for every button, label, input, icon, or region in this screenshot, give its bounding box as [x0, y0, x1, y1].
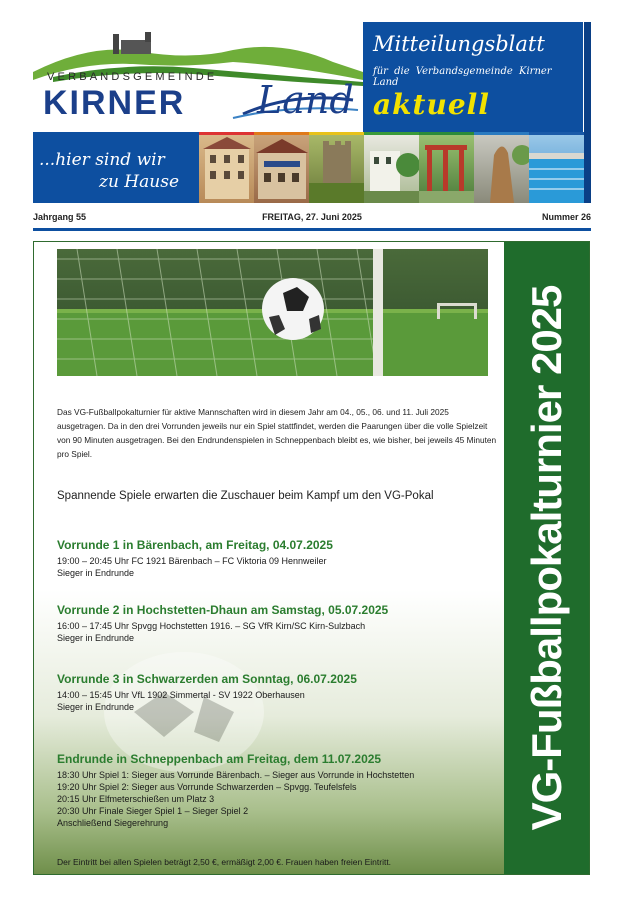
round-schedule: [57, 689, 497, 713]
round-line: 18:30 Uhr Spiel 1: Sieger aus Vorrunde Bärenbach. – Sieger aus Vorrunde in Hochstetten: [57, 770, 415, 780]
round-vorrunde-2: [57, 603, 497, 644]
title-panel: [363, 22, 583, 132]
round-title: Endrunde in Schneppenbach am Freitag, dem 11.07.2025: [57, 752, 382, 766]
land-wordmark: Land: [257, 78, 354, 122]
round-title: Vorrunde 2 in Hochstetten-Dhaun am Samstag, 05.07.2025: [57, 603, 389, 617]
round-line: 19:20 Uhr Spiel 2: Sieger aus Vorrunde Schwarzerden – Spvgg. Teufelsfels: [57, 782, 357, 792]
photo-village-house: [364, 132, 419, 203]
slogan-line-2: zu Hause: [99, 172, 180, 192]
masthead: [33, 22, 591, 203]
round-line: 14:00 – 15:45 Uhr VfL 1902 Simmertal - SV 1922 Oberhausen: [57, 690, 305, 700]
issue-number: Nummer 26: [541, 212, 591, 222]
slogan-panel: [33, 132, 199, 203]
round-line: 20:30 Uhr Finale Sieger Spiel 1 – Sieger Spiel 2: [57, 806, 249, 816]
issue-volume: Jahrgang 55: [33, 212, 87, 222]
round-line: 20:15 Uhr Elfmeterschießen um Platz 3: [57, 794, 215, 804]
round-line: Sieger in Endrunde: [57, 702, 135, 712]
round-line: 16:00 – 17:45 Uhr Spvgg Hochstetten 1916. – SG VfR Kirn/SC Kirn-Sulzbach: [57, 621, 366, 631]
round-schedule: [57, 620, 497, 644]
publication-title: Mitteilungsblatt: [373, 32, 545, 56]
round-schedule: [57, 555, 497, 579]
photo-rock-formation: [474, 132, 529, 203]
round-endrunde: [57, 752, 497, 829]
intro-paragraph: Das VG-Fußballpokalturnier für aktive Mannschaften wird in diesem Jahr am 04., 05., 06. und 11. Juli 2025 ausgetragen. Da in den drei Vorrunden jeweils nur ein Spiel stattfindet, werden die Paarungen über die volle Spielzeit von 90 Minuten ausgetragen. Bei den Endrundenspielen in Schneppenbach bleibt es, wie bisher, bei jeweils 45 Minuten pro Spiel.: [57, 407, 497, 459]
round-title: Vorrunde 3 in Schwarzerden am Sonntag, 06.07.2025: [57, 672, 357, 686]
photo-strip: [199, 132, 584, 203]
aktuell-wordmark: aktuell: [373, 88, 490, 121]
photo-town-building: [199, 132, 254, 203]
sidebar-title: VG-Fußballpokalturnier 2025: [523, 285, 570, 831]
photo-rathaus: [254, 132, 309, 203]
photo-castle-ruin: [309, 132, 364, 203]
round-line: Sieger in Endrunde: [57, 633, 135, 643]
issue-info-bar: [33, 208, 591, 231]
publication-subtitle: für die Verbandsgemeinde Kirner Land: [373, 66, 552, 88]
masthead-stripe: [584, 22, 591, 203]
round-vorrunde-1: [57, 538, 497, 579]
round-schedule: [57, 769, 497, 829]
slogan-line-1: ...hier sind wir: [39, 150, 165, 170]
round-vorrunde-3: [57, 672, 497, 713]
round-title: Vorrunde 1 in Bärenbach, am Freitag, 04.07.2025: [57, 538, 333, 552]
admission-info: Der Eintritt bei allen Spielen beträgt 2,50 €, ermäßigt 2,00 €. Frauen haben freien Eintritt.: [57, 857, 392, 867]
photo-red-arches: [419, 132, 474, 203]
issue-date: FREITAG, 27. Juni 2025: [262, 212, 362, 222]
hero-photo-goal-ball: [57, 249, 488, 376]
tagline: Spannende Spiele erwarten die Zuschauer beim Kampf um den VG-Pokal: [57, 490, 434, 502]
vg-label: VERBANDSGEMEINDE: [47, 71, 218, 83]
photo-swimming-pool: [529, 132, 584, 203]
kirner-wordmark: KIRNER: [43, 84, 186, 122]
kirner-land-logo: [33, 22, 363, 132]
round-line: Anschließend Siegerehrung: [57, 818, 169, 828]
sidebar-banner: [504, 242, 590, 874]
round-line: 19:00 – 20:45 Uhr FC 1921 Bärenbach – FC Viktoria 09 Hennweiler: [57, 556, 327, 566]
round-line: Sieger in Endrunde: [57, 568, 135, 578]
article-box: [33, 241, 590, 875]
